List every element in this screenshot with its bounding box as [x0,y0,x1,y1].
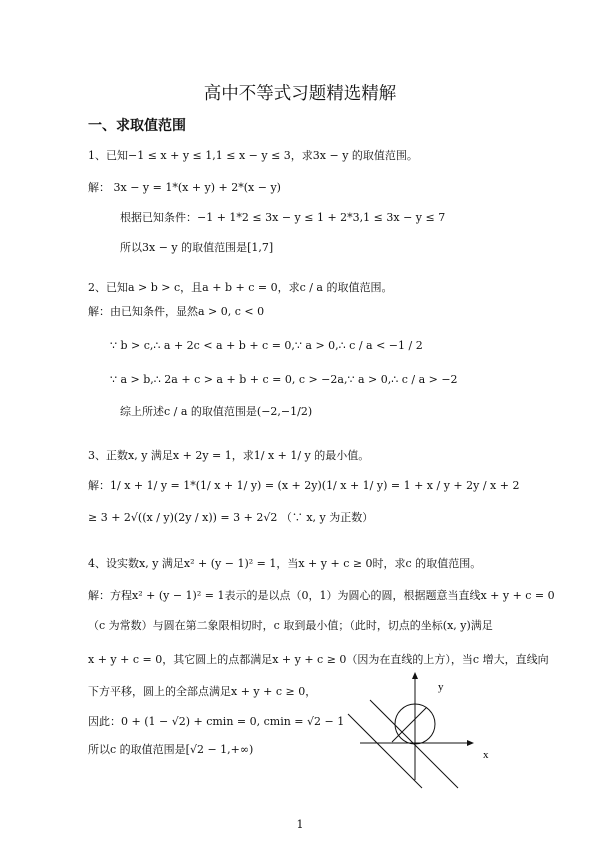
problem-2-solution-line-2: ∵ b > c,∴ a + 2c < a + b + c = 0,∵ a > 0,∴ c / a < −1 / 2 [110,339,423,352]
circle-tangent-figure [340,670,500,790]
problem-4-solution-line-2: （c 为常数）与圆在第二象限相切时，c 取到最小值；（此时，切点的坐标(x, y)满足 [88,619,493,632]
tangent-line-1 [348,714,422,788]
problem-1-solution-line-1: 解： 3x − y = 1*(x + y) + 2*(x − y) [88,181,281,194]
problem-2-solution-line-4: 综上所述c / a 的取值范围是(−2,−1/2) [120,405,313,418]
problem-3-solution-line-2: ≥ 3 + 2√((x / y)(2y / x)) = 3 + 2√2 （∵ x, y 为正数） [88,511,374,524]
y-axis-arrow [412,672,418,679]
problem-2-solution-line-1: 解：由已知条件，显然a > 0, c < 0 [88,305,265,318]
problem-3-question: 3、正数x, y 满足x + 2y = 1，求1/ x + 1/ y 的最小值。 [88,449,370,462]
x-axis-label: x [483,749,489,761]
problem-4-solution-line-6: 所以c 的取值范围是[√2 − 1,+∞) [88,743,254,756]
problem-4-solution-line-5: 因此：0 + (1 − √2) + cmin = 0, cmin = √2 − 1 [88,715,345,728]
tangent-line-2 [370,700,458,788]
problem-4-solution-line-3: x + y + c = 0，其它圆上的点都满足x + y + c ≥ 0（因为在直线的上方），当c 增大，直线向 [88,653,549,666]
problem-4-solution-line-4: 下方平移，圆上的全部点满足x + y + c ≥ 0， [88,685,317,698]
page-number: 1 [296,818,304,831]
y-axis-label: y [438,681,444,693]
problem-1-solution-line-3: 所以3x − y 的取值范围是[1,7] [120,241,274,254]
problem-4-question: 4、设实数x, y 满足x² + (y − 1)² = 1，当x + y + c ≥ 0时，求c 的取值范围。 [88,557,482,570]
problem-2-question: 2、已知a > b > c，且a + b + c = 0，求c / a 的取值范围。 [88,281,393,294]
page-title: 高中不等式习题精选精解 [203,84,397,104]
section-heading: 一、求取值范围 [88,118,186,134]
problem-4-solution-line-1: 解：方程x² + (y − 1)² = 1表示的是以点（0，1）为圆心的圆，根据题意当直线x + y + c = 0 [88,589,555,602]
tangent-line-3 [392,708,426,742]
problem-2-solution-line-3: ∵ a > b,∴ 2a + c > a + b + c = 0, c > −2a,∵ a > 0,∴ c / a > −2 [110,373,458,386]
x-axis-arrow [467,740,474,746]
problem-1-question: 1、已知−1 ≤ x + y ≤ 1,1 ≤ x − y ≤ 3，求3x − y 的取值范围。 [88,149,418,162]
problem-1-solution-line-2: 根据已知条件：−1 + 1*2 ≤ 3x − y ≤ 1 + 2*3,1 ≤ 3x − y ≤ 7 [120,211,446,224]
problem-3-solution-line-1: 解：1/ x + 1/ y = 1*(1/ x + 1/ y) = (x + 2y)(1/ x + 1/ y) = 1 + x / y + 2y / x + 2 [88,479,520,492]
